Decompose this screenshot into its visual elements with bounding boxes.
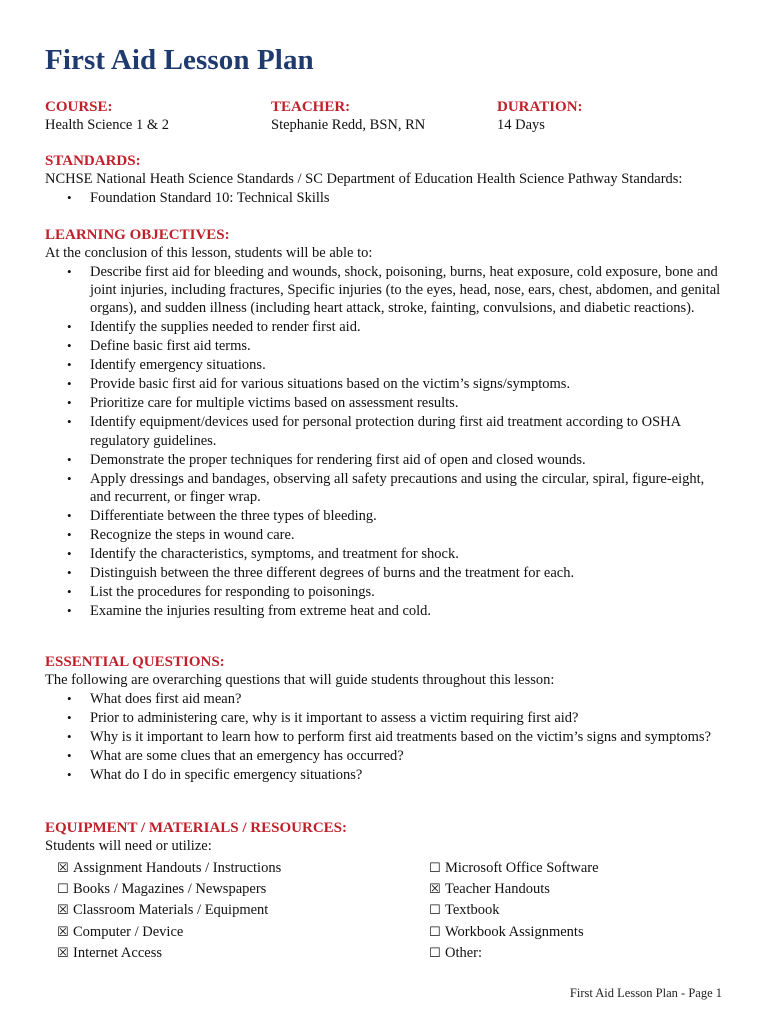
bullet-icon: • [67,470,72,486]
checklist-item[interactable] [429,858,599,879]
list-item-text: What do I do in specific emergency situations? [90,767,363,783]
checked-box-icon[interactable]: ☒ [429,882,441,898]
list-item-text: Identify the supplies needed to render first aid. [90,319,361,336]
list-item [45,545,725,563]
bullet-icon: • [67,451,72,467]
bullet-icon: • [67,507,72,523]
checklist-item-label: Internet Access [73,944,162,961]
list-item [45,470,725,506]
list-item-text: Differentiate between the three types of bleeding. [90,507,377,524]
list-item [45,337,725,355]
list-item-text: Prioritize care for multiple victims based on assessment results. [90,395,459,412]
bullet-icon: • [67,376,72,392]
unchecked-box-icon[interactable]: ☐ [429,924,441,940]
list-item [45,375,725,393]
list-item-text: Identify the characteristics, symptoms, and treatment for shock. [90,545,459,562]
checklist-item-label: Workbook Assignments [445,923,584,940]
checklist-right-column [429,858,599,964]
list-item-text: Identify emergency situations. [90,357,266,374]
checklist-item-label: Assignment Handouts / Instructions [73,860,282,876]
list-item-text: Demonstrate the proper techniques for rendering first aid of open and closed wounds. [90,451,586,468]
unchecked-box-icon[interactable]: ☐ [57,882,69,898]
list-item [45,564,725,582]
checklist-item[interactable] [57,858,281,879]
list-item-text: Apply dressings and bandages, observing all safety precautions and using the circular, spiral, figure-eight, and recurrent, or finger wrap. [90,470,705,505]
bullet-icon: • [67,190,72,205]
page-title: First Aid Lesson Plan [45,44,314,76]
standards-heading: STANDARDS: [45,153,141,169]
checked-box-icon[interactable]: ☒ [57,903,69,919]
teacher-label: TEACHER: [271,99,351,115]
checklist-item[interactable] [57,900,281,921]
list-item [45,690,725,708]
list-item-text: List the procedures for responding to poisonings. [90,583,375,600]
course-block [45,98,169,135]
list-item-text: Foundation Standard 10: Technical Skills [90,190,330,206]
equipment-heading: EQUIPMENT / MATERIALS / RESOURCES: [45,820,347,836]
list-item-text: Examine the injuries resulting from extreme heat and cold. [90,602,432,619]
equipment-checklist [45,858,725,968]
standards-list [45,189,725,207]
bullet-icon: • [67,767,72,782]
checklist-item[interactable] [429,943,599,964]
course-value: Health Science 1 & 2 [45,117,170,133]
checked-box-icon[interactable]: ☒ [57,861,69,876]
duration-value: 14 Days [497,117,545,133]
list-item-text: Describe first aid for bleeding and wounds, shock, poisoning, burns, heat exposure, cold exposure, bone and joint injuries, including fractures, Specific injuries (to the eyes, head, nose, ears, chest, abdomen, and genital organs), and sudden illness (including heart attack, stroke, fainting, convulsions, and diabetic reactions). [90,264,721,317]
duration-label: DURATION: [497,99,583,115]
checked-box-icon[interactable]: ☒ [57,924,69,940]
checklist-item-label: Books / Magazines / Newspapers [73,881,267,898]
checklist-item[interactable] [429,900,599,921]
list-item [45,583,725,601]
list-item [45,413,725,449]
bullet-icon: • [67,264,72,279]
equipment-intro: Students will need or utilize: [45,838,212,854]
bullet-icon: • [67,564,72,580]
bullet-icon: • [67,395,72,411]
checklist-item[interactable] [429,922,599,943]
bullet-icon: • [67,357,72,373]
unchecked-box-icon[interactable]: ☐ [429,861,441,876]
list-item [45,451,725,469]
checklist-item[interactable] [57,943,281,964]
standards-section [45,152,725,208]
bullet-icon: • [67,691,72,706]
checklist-item-label: Computer / Device [73,923,184,940]
list-item [45,318,725,336]
objectives-heading: LEARNING OBJECTIVES: [45,227,230,243]
checklist-item-label: Classroom Materials / Equipment [73,902,269,919]
list-item [45,602,725,620]
list-item-text: What does first aid mean? [90,691,242,707]
checklist-item-label: Microsoft Office Software [445,860,599,876]
list-item-text: Provide basic first aid for various situations based on the victim’s signs/symptoms. [90,376,571,393]
bullet-icon: • [67,602,72,618]
duration-block [497,98,583,135]
teacher-value: Stephanie Redd, BSN, RN [271,117,426,133]
list-item [45,709,725,727]
checklist-item-label: Teacher Handouts [445,881,550,898]
checklist-item-label: Other: [445,944,483,961]
list-item-text: Identify equipment/devices used for personal protection during first aid treatment according to OSHA regulatory guidelines. [90,414,681,449]
list-item-text: Define basic first aid terms. [90,338,251,355]
questions-intro: The following are overarching questions that will guide students throughout this lesson: [45,672,555,688]
list-item [45,766,725,784]
teacher-block [271,98,425,135]
list-item [45,263,725,318]
bullet-icon: • [67,319,72,335]
bullet-icon: • [67,748,72,763]
standards-text: NCHSE National Heath Science Standards / SC Department of Education Health Science Pathway Standards: [45,171,683,187]
list-item-text: Recognize the steps in wound care. [90,526,295,543]
list-item-text: Prior to administering care, why is it important to assess a victim requiring first aid? [90,710,579,726]
list-item [45,728,725,746]
checklist-item-label: Textbook [445,902,500,919]
bullet-icon: • [67,526,72,542]
list-item [45,507,725,525]
course-label: COURSE: [45,99,113,115]
bullet-icon: • [67,338,72,354]
questions-list [45,690,725,784]
objectives-list [45,263,725,620]
equipment-section [45,819,725,968]
bullet-icon: • [67,545,72,561]
bullet-icon: • [67,583,72,599]
list-item [45,356,725,374]
list-item-text: What are some clues that an emergency has occurred? [90,748,404,764]
page-footer: First Aid Lesson Plan - Page 1 [569,986,722,1000]
list-item-text: Distinguish between the three different degrees of burns and the treatment for each. [90,564,575,581]
list-item [45,747,725,765]
bullet-icon: • [67,414,72,430]
checklist-left-column [57,858,281,964]
list-item [45,394,725,412]
questions-section [45,653,725,785]
unchecked-box-icon[interactable]: ☐ [429,945,441,961]
objectives-intro: At the conclusion of this lesson, students will be able to: [45,245,373,261]
bullet-icon: • [67,729,72,744]
checklist-item[interactable] [57,922,281,943]
list-item [45,526,725,544]
bullet-icon: • [67,710,72,725]
list-item [45,189,725,207]
checked-box-icon[interactable]: ☒ [57,945,69,961]
checklist-item[interactable] [57,879,281,900]
unchecked-box-icon[interactable]: ☐ [429,903,441,919]
checklist-item[interactable] [429,879,599,900]
list-item-text: Why is it important to learn how to perform first aid treatments based on the victim’s signs and symptoms? [90,729,711,745]
objectives-section [45,226,725,621]
questions-heading: ESSENTIAL QUESTIONS: [45,654,225,670]
